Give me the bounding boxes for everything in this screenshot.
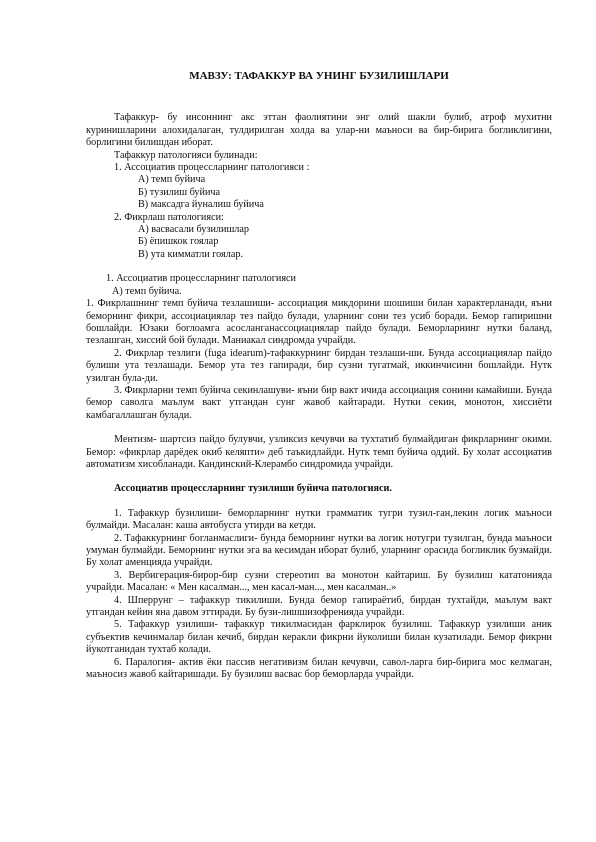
paragraph: 1. Тафаккур бузилиши- беморларнинг нутки грамматик тугри тузил-ган,лекин логик маъноси булмайди. Масалан: каша автобусга утирди ва кетди. <box>86 507 552 532</box>
list-item: Б) тузилиш буйича <box>138 186 221 198</box>
page-title: МАВЗУ: ТАФАККУР ВА УНИНГ БУЗИЛИШЛАРИ <box>189 70 449 82</box>
paragraph: 2. Фикрлар тезлиги (fuga idearum)-тафаккурнинг бирдан тезлаши-ши. Бунда ассоциациялар пайдо булиши ута тезлашади. Бемор ута тез гапиради, бир сузни тугатмай, иккинчисини бошлайди. Нутк узилган була-ди. <box>86 347 552 384</box>
section1-title: 1. Ассоциатив процессларнинг патологияси <box>106 273 296 285</box>
paragraph: 6. Паралогия- актив ёки пассив негативизм билан кечувчи, савол-ларга бир-бирига мос келмаган, маъносиз жавоб кайтаришади. Бу бузилиш васвас бор беморларда учрайди. <box>86 656 552 681</box>
section1-subtitle: А) темп буйича. <box>112 285 182 297</box>
list-item: А) васвасали бузилишлар <box>138 224 249 236</box>
list1-title: 1. Ассоциатив процессларнинг патологияси : <box>114 162 310 174</box>
paragraph: 1. Фикрлашнинг темп буйича тезлашиши- ассоциация микдорини шошиши билан характерланади, яъни беморнинг фикри, ассоциациялар тез пайдо булади, уларнинг сони тез усиб боради. Бемор гапиришни бошлайди. Юзаки боглоамга асосланганассоциациялар пайдо булади. Беморларнинг нутки баланд, тезлашган, хиссий бой булади. Маниакал синдромда учрайди. <box>86 298 552 347</box>
paragraph: 3. Вербигерация-бирор-бир сузни стереотип ва монотон кайтариш. Бу бузилиш кататонияда учрайди. Масалан: « Мен касалман..., мен касал-ман..., мен касалман..» <box>86 569 552 594</box>
paragraph: 3. Фикрларни темп буйича секинлашуви- яъни бир вакт ичида ассоциация сонини камайиши. Бунда бемор саволга маълум вакт утгандан сунг жавоб кайтаради. Нутки секин, монотон, хиссиёти камбагаллашган булади. <box>86 384 552 421</box>
list-item: В) ута кимматли гоялар. <box>138 248 243 260</box>
intro-paragraph: Тафаккур- бу инсоннинг акс эттан фаолиятини энг олий шакли булиб, атроф мухитни куринишларини алохидалаган, тулдирилган холда ва улар-ни маъноси ва бир-бирига богликлигини, борлигини билишдан иборат. <box>86 112 552 149</box>
list-item: Б) ёпишкок гоялар <box>138 236 219 248</box>
classification-lead: Тафаккур патологияси булинади: <box>114 149 258 161</box>
list-item: А) темп буйича <box>138 174 206 186</box>
paragraph: 5. Тафаккур узилиши- тафаккур тикилмасидан фарклирок бузилиш. Тафаккур узилиши аник субъектив кечинмалар билан кечиб, бирдан керакли фикрни йуколиши билан кузатилади. Бемор фикрни йукотганидан тухтаб колади. <box>86 619 552 656</box>
paragraph: 4. Шперрунг – тафаккур тикилиши. Бунда бемор гапираётиб, бирдан тухтайди, маълум вакт утгандан кейин яна давом эттиради. Бу бузи-лишшизофренияда учрайди. <box>86 594 552 619</box>
mentism-paragraph: Ментизм- шартсиз пайдо булувчи, узликсиз кечувчи ва тухтатиб булмайдиган фикрларнинг окими. Бемор: «фикрлар дарёдек окиб келяпти» деб таъкидлайди. Нутк темп буйича оддий. Бу холат ассоциатив автоматизм хисобланади. Кандинский-Клерамбо синдромида учрайди. <box>86 434 552 470</box>
list-item: В) максадга йуналиш буйича <box>138 199 264 211</box>
section2-title: Ассоциатив процессларнинг тузилиши буйича патологияси. <box>114 483 392 495</box>
list2-title: 2. Фикрлаш патологияси: <box>114 211 224 223</box>
paragraph: 2. Тафаккурнинг богланмаслиги- бунда беморнинг нутки ва логик нотугри тузилган, бунда маъноси умуман булмайди. Беморнинг нутки эга ва кесимдан иборат булиб, уларнинг орасида богликлик бузмайди. Бу холат аменцияда учрайди. <box>86 532 552 569</box>
